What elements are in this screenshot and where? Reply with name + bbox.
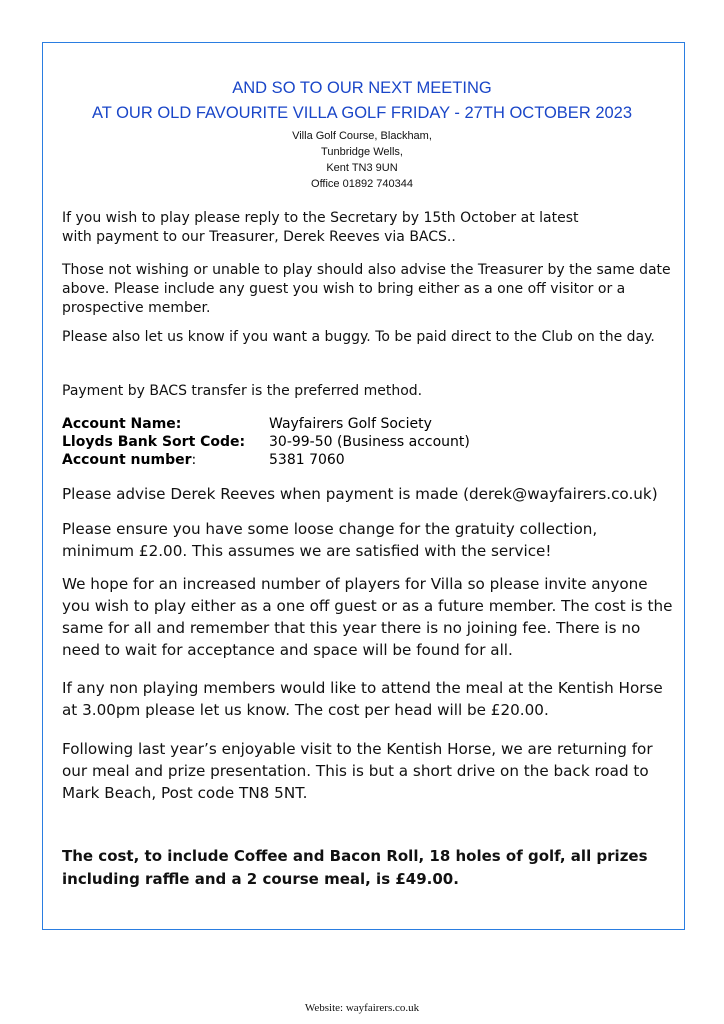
account-name-label: Account Name: — [62, 416, 182, 432]
address-line-3: Kent TN3 9UN — [326, 162, 398, 174]
meeting-heading-line-2: AT OUR OLD FAVOURITE VILLA GOLF FRIDAY - 27TH OCTOBER 2023 — [91, 104, 633, 122]
buggy-paragraph: Please also let us know if you want a buggy. To be paid direct to the Club on the day. — [62, 329, 655, 345]
meal-paragraph: If any non playing members would like to attend the meal at the Kentish Horse at 3.00pm please let us know. The cost per head will be £20.00. — [62, 679, 663, 719]
address-line-1: Villa Golf Course, Blackham, — [292, 130, 432, 142]
not-playing-paragraph: Those not wishing or unable to play should also advise the Treasurer by the same date above. Please include any guest you wish to bring either as a one off visitor or a prospective member. — [62, 262, 671, 316]
website-footer: Website: wayfairers.co.uk — [304, 1002, 420, 1014]
sort-code-value: 30-99-50 (Business account) — [269, 434, 470, 450]
meeting-heading-line-1: AND SO TO OUR NEXT MEETING — [232, 79, 492, 97]
invite-paragraph: We hope for an increased number of players for Villa so please invite anyone you wish to play either as a one off guest or as a future member. The cost is the same for all and remember that this year there is no joining fee. There is no need to wait for acceptance and space will be found for all. — [62, 575, 673, 659]
reply-paragraph: If you wish to play please reply to the Secretary by 15th October at latest with payment to our Treasurer, Derek Reeves via BACS.. — [62, 210, 579, 245]
payment-paragraph: Payment by BACS transfer is the preferred method. — [62, 383, 423, 399]
account-name-value: Wayfairers Golf Society — [269, 416, 432, 432]
address-phone: Office 01892 740344 — [311, 178, 413, 190]
kentish-horse-paragraph: Following last year’s enjoyable visit to the Kentish Horse, we are returning for our meal and prize presentation. This is but a short drive on the back road to Mark Beach, Post code TN8 5NT. — [62, 740, 653, 802]
advise-payment-paragraph: Please advise Derek Reeves when payment is made (derek@wayfairers.co.uk) — [62, 485, 658, 503]
account-number-value: 5381 7060 — [269, 452, 345, 468]
account-number-label: Account number: — [62, 452, 197, 468]
address-line-2: Tunbridge Wells, — [321, 146, 403, 158]
cost-paragraph: The cost, to include Coffee and Bacon Roll, 18 holes of golf, all prizes including raffle and a 2 course meal, is £49.00. — [62, 847, 648, 888]
gratuity-paragraph: Please ensure you have some loose change for the gratuity collection, minimum £2.00. This assumes we are satisfied with the service! — [62, 520, 598, 560]
sort-code-label: Lloyds Bank Sort Code: — [62, 434, 246, 450]
